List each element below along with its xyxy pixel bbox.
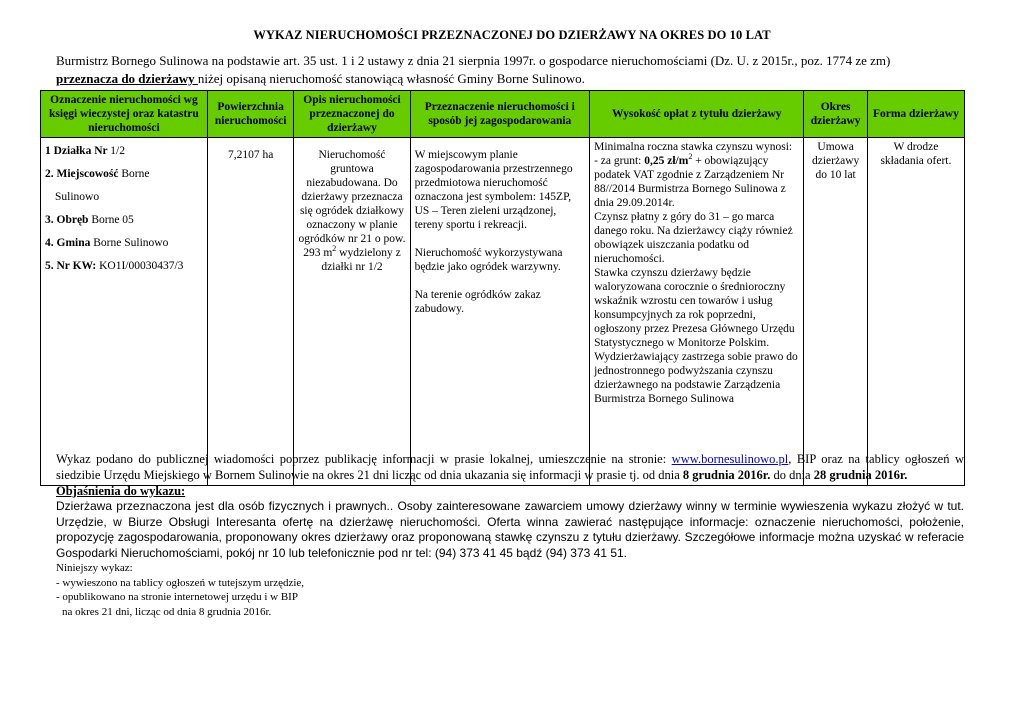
header-period: Okres dzierżawy [804, 91, 867, 138]
intro-line-2 [56, 70, 976, 88]
notice-line-1: Niniejszy wykaz: [56, 562, 133, 574]
document-title: WYKAZ NIERUCHOMOŚCI PRZEZNACZONEJ DO DZIERŻAWY NA OKRES DO 10 LAT [253, 28, 771, 42]
header-fees: Wysokość opłat z tytułu dzierżawy [590, 91, 804, 138]
plot-number: 1 Działka Nr 1/2 [45, 145, 125, 157]
header-description: Opis nieruchomości przeznaczonej do dzierżawy [294, 91, 410, 138]
website-link[interactable]: www.bornesulinowo.pl [671, 452, 789, 466]
fees-para-2: - za grunt: 0,25 $zł/m^2$ + obowiązujący podatek VAT zgodnie z Zarządzeniem Nr 88//2014 Burmistrza Bornego Sulinowa z dnia 29.09.2014r. [594, 152, 786, 209]
header-area: Powierzchnia nieruchomości [207, 91, 294, 138]
table-row [41, 138, 965, 486]
intro-underlined: przeznacza do dzierżawy [56, 71, 198, 86]
fees-para-3: Czynsz płatny z góry do 31 – go marca danego roku. Na dzierżawcy ciąży również obowiązek uiszczania podatku od nieruchomości. [594, 211, 793, 265]
purpose-para-2: Nieruchomość wykorzystywana będzie jako ogródek warzywny. [414, 247, 563, 273]
fees-para-1: Minimalna roczna stawka czynszu wynosi: [594, 141, 793, 153]
purpose-para-3: Na terenie ogródków zakaz zabudowy. [414, 289, 541, 315]
header-purpose: Przeznaczenie nieruchomości i sposób jej zagospodarowania [410, 91, 590, 138]
purpose-para-1: W miejscowym planie zagospodarowania przestrzennego przedmiotowa nieruchomość oznaczona jest symbolem: 145ZP, US – Teren zieleni urządzonej, tereny sportu i rekreacji. [414, 149, 573, 231]
notice-line-2: - wywieszono na tablicy ogłoszeń w tutejszym urzędzie, [56, 576, 305, 589]
description-text: Nieruchomość gruntowa niezabudowana. Do dzierżawy przeznacza się ogródek działkowy oznaczony w planie ogródków nr 21 o pow. 293 $m^2$ wydzielony z działki nr 1/2 [298, 149, 406, 273]
explanations-heading: Objaśnienia do wykazu: [56, 484, 186, 498]
header-designation: Oznaczenie nieruchomości wg księgi wieczystej oraz katastru nieruchomości [41, 91, 208, 138]
area-value: 7,2107 ha [227, 149, 274, 161]
plot-locality: 2. Miejscowość Borne [45, 168, 150, 180]
period-text: Umowa dzierżawy do 10 lat [812, 141, 860, 181]
cell-period [804, 138, 867, 486]
notice-line-4: na okres 21 dni, licząc od dnia 8 grudnia 2016r. [62, 605, 272, 618]
form-text: W drodze składania ofert. [880, 141, 952, 167]
plot-locality-cont: Sulinowo [55, 191, 100, 203]
cell-fees [590, 138, 804, 486]
cell-form [867, 138, 964, 486]
plot-precinct: 3. Obręb Borne 05 [45, 214, 134, 226]
publication-paragraph: Wykaz podano do publicznej wiadomości poprzez publikację informacji w prasie lokalnej, umieszczenie na stronie: www.bornesulinowo.pl, BIP oraz na tablicy ogłoszeń w siedzibie Urzędu Miejskiego w Bornem Sulinowie na okres 21 dni licząc od dnia ukazania się informacji w prasie tj. od dnia 8 grudnia 2016r. do dnia 28 grudnia 2016r. [56, 452, 964, 482]
header-form: Forma dzierżawy [867, 91, 964, 138]
cell-purpose [410, 138, 590, 486]
plot-land-register: 5. Nr KW: KO1I/00030437/3 [45, 260, 184, 272]
intro-line-2-rest: niżej opisaną nieruchomość stanowiącą własność Gminy Borne Sulinowo. [197, 71, 585, 86]
plot-commune: 4. Gmina Borne Sulinowo [45, 237, 169, 249]
explanations-text: Dzierżawa przeznaczona jest dla osób fizycznych i prawnych.. Osoby zainteresowane zawarciem umowy dzierżawy winny w terminie wywieszenia wykazu złożyć w tut. Urzędzie, w Biurze Obsługi Interesanta ofertę na dzierżawę nieruchomości. Oferta winna zawierać następujące informacje: oznaczenie nieruchomości, położenie, propozycję zagospodarowania, proponowany okres dzierżawy oraz proponowaną stawkę czynszu z tytułu dzierżawy. Szczegółowe informacje można uzyskać w referacie Gospodarki Nieruchomościami, pokój nr 10 lub telefonicznie pod nr tel: (94) 373 41 45 bądź (94) 373 41 51. [56, 499, 964, 560]
cell-designation [41, 138, 208, 486]
property-table [40, 90, 965, 486]
table-header-row [41, 91, 965, 138]
intro-paragraph [56, 52, 976, 88]
cell-area [207, 138, 294, 486]
cell-description [294, 138, 410, 486]
notice-line-3: - opublikowano na stronie internetowej urzędu i w BIP [56, 591, 298, 603]
fees-para-4: Stawka czynszu dzierżawy będzie waloryzowana corocznie o średnioroczny wskaźnik wzrostu cen towarów i usług konsumpcyjnych za rok poprzedni, ogłoszony przez Prezesa Głównego Urzędu Statystycznego w Monitorze Polskim. Wydzierżawiający zastrzega sobie prawo do jednostronnego podwyższania czynszu dzierżawnego na podstawie Zarządzenia Burmistrza Bornego Sulinowa [594, 267, 798, 405]
intro-line-1: Burmistrz Bornego Sulinowa na podstawie art. 35 ust. 1 i 2 ustawy z dnia 21 sierpnia 1997r. o gospodarce nieruchomościami (Dz. U. z 2015r., poz. 1774 ze zm) [56, 53, 891, 68]
footer [56, 451, 964, 619]
